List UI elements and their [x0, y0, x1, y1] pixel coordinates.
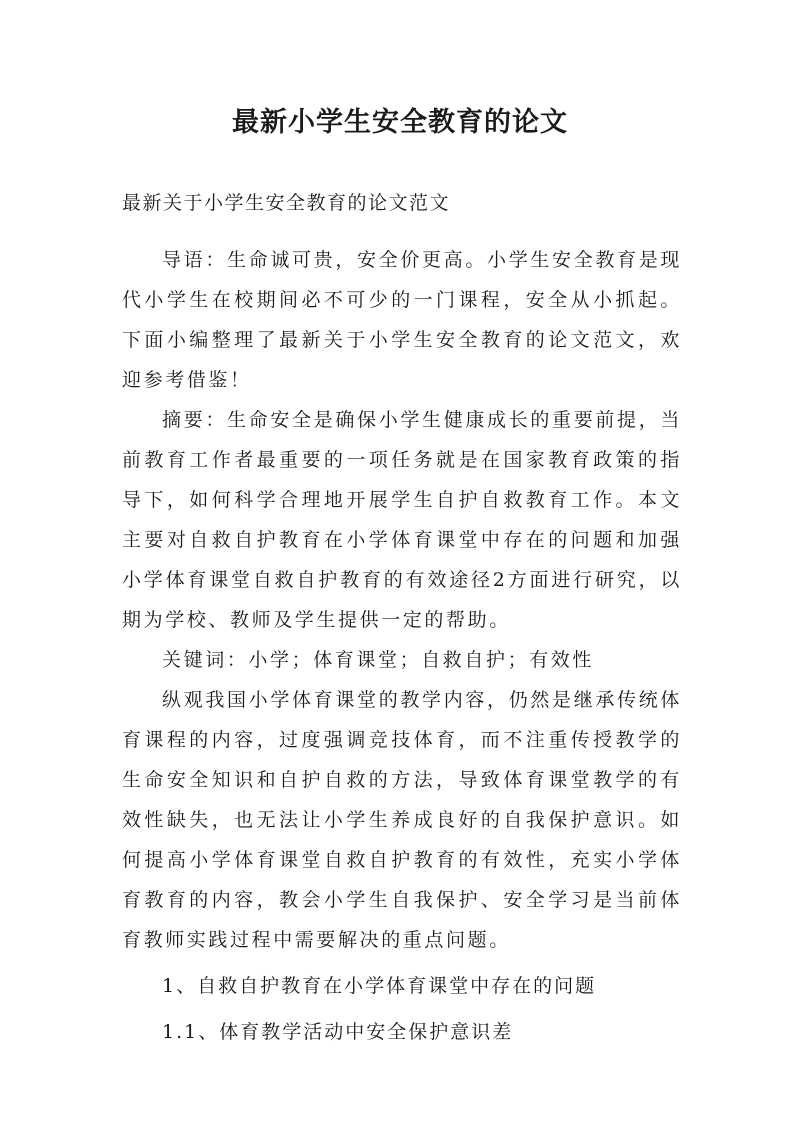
intro-paragraph: 导语：生命诚可贵，安全价更高。小学生安全教育是现代小学生在校期间必不可少的一门课程，安全从小抓起。下面小编整理了最新关于小学生安全教育的论文范文，欢迎参考借鉴！ [122, 249, 682, 391]
document-title: 最新小学生安全教育的论文 [232, 107, 568, 138]
document-body [122, 240, 682, 1052]
section-heading-1-1: 1.1、体育教学活动中安全保护意识差 [162, 1021, 514, 1043]
document-subtitle: 最新关于小学生安全教育的论文范文 [122, 192, 451, 214]
abstract-paragraph: 摘要：生命安全是确保小学生健康成长的重要前提，当前教育工作者最重要的一项任务就是在国家教育政策的指导下，如何科学合理地开展学生自护自救教育工作。本文主要对自救自护教育在小学体育课堂中存在的问题和加强小学体育课堂自救自护教育的有效途径2方面进行研究，以期为学校、教师及学生提供一定的帮助。 [122, 409, 682, 631]
body-paragraph: 纵观我国小学体育课堂的教学内容，仍然是继承传统体育课程的内容，过度强调竞技体育，而不注重传授教学的生命安全知识和自护自救的方法，导致体育课堂教学的有效性缺失，也无法让小学生养成良好的自我保护意识。如何提高小学体育课堂自救自护教育的有效性，充实小学体育教育的内容，教会小学生自我保护、安全学习是当前体育教师实践过程中需要解决的重点问题。 [122, 689, 682, 951]
keywords-paragraph: 关键词：小学；体育课堂；自救自护；有效性 [162, 649, 595, 671]
section-heading-1: 1、自救自护教育在小学体育课堂中存在的问题 [162, 975, 597, 997]
